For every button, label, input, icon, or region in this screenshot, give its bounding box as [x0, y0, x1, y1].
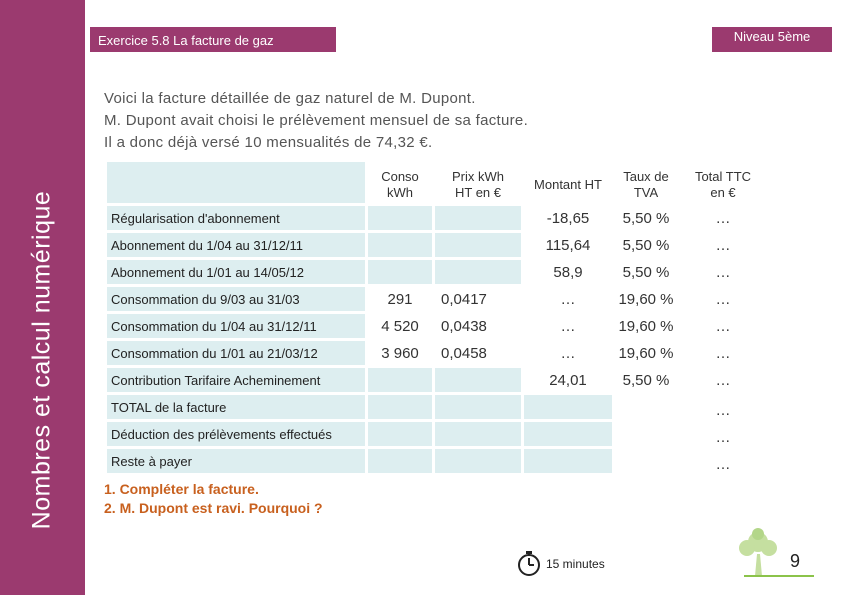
ttc-cell[interactable]: …	[715, 209, 731, 227]
timer	[516, 550, 605, 578]
taux-cell: 19,60 %	[618, 290, 674, 308]
taux-cell: 5,50 %	[622, 371, 670, 389]
total-ttc-cell[interactable]: …	[715, 402, 731, 419]
montant-cell[interactable]: …	[560, 317, 576, 335]
total-label: Déduction des prélèvements effectués	[107, 422, 365, 446]
montant-cell: 58,9	[553, 263, 583, 281]
tree-logo-icon	[733, 526, 783, 578]
total-ttc-cell[interactable]: …	[715, 456, 731, 473]
row-label: Régularisation d'abonnement	[107, 206, 365, 230]
prix-cell[interactable]	[435, 206, 521, 230]
montant-cell[interactable]: …	[560, 344, 576, 362]
total-ttc-cell[interactable]: …	[715, 429, 731, 446]
header-bar	[90, 27, 832, 52]
ttc-cell[interactable]: …	[715, 236, 731, 254]
prix-cell: 0,0417	[441, 290, 487, 308]
table-row	[107, 314, 766, 338]
sidebar-title: Nombres et calcul numérique	[27, 190, 56, 530]
total-label: TOTAL de la facture	[107, 395, 365, 419]
montant-cell: 115,64	[545, 236, 591, 254]
row-label: Abonnement du 1/04 au 31/12/11	[107, 233, 365, 257]
montant-cell: -18,65	[546, 209, 590, 227]
intro-line: Il a donc déjà versé 10 mensualités de 74,32 €.	[104, 134, 433, 151]
ttc-cell[interactable]: …	[715, 290, 731, 308]
total-fill-cell	[435, 395, 521, 419]
header-label-cell	[107, 162, 365, 203]
header-montant: Montant HT	[524, 162, 612, 203]
total-empty-cell	[615, 422, 677, 446]
table-row	[107, 287, 766, 311]
taux-cell: 5,50 %	[622, 263, 670, 281]
total-fill-cell	[368, 395, 432, 419]
montant-cell: 24,01	[549, 371, 587, 389]
taux-cell: 5,50 %	[622, 209, 670, 227]
intro-line: M. Dupont avait choisi le prélèvement mensuel de sa facture.	[104, 112, 529, 129]
question-item: 2. M. Dupont est ravi. Pourquoi ?	[104, 500, 323, 516]
ttc-cell[interactable]: …	[715, 344, 731, 362]
stopwatch-icon	[516, 550, 542, 578]
total-row	[107, 395, 766, 419]
total-fill-cell	[524, 395, 612, 419]
conso-cell: 3 960	[381, 344, 419, 362]
total-row	[107, 422, 766, 446]
table-row	[107, 341, 766, 365]
exercise-title: Exercice 5.8 La facture de gaz	[90, 27, 336, 52]
table-row	[107, 233, 766, 257]
ttc-cell[interactable]: …	[715, 317, 731, 335]
taux-cell: 19,60 %	[618, 317, 674, 335]
page-number: 9	[790, 551, 801, 571]
taux-cell: 5,50 %	[622, 236, 670, 254]
conso-cell[interactable]	[368, 260, 432, 284]
row-label: Contribution Tarifaire Acheminement	[107, 368, 365, 392]
timer-label: 15 minutes	[546, 557, 605, 571]
total-fill-cell	[368, 449, 432, 473]
header-ttc: Total TTC en €	[680, 162, 766, 203]
table-row	[107, 206, 766, 230]
table-row	[107, 260, 766, 284]
page-divider	[744, 575, 814, 577]
row-label: Consommation du 1/04 au 31/12/11	[107, 314, 365, 338]
prix-cell: 0,0458	[441, 344, 487, 362]
total-fill-cell	[524, 422, 612, 446]
ttc-cell[interactable]: …	[715, 371, 731, 389]
row-label: Consommation du 1/01 au 21/03/12	[107, 341, 365, 365]
questions	[104, 480, 323, 518]
level-badge: Niveau 5ème	[712, 27, 832, 52]
sidebar	[0, 0, 85, 595]
conso-cell: 291	[387, 290, 413, 308]
ttc-cell[interactable]: …	[715, 263, 731, 281]
total-row	[107, 449, 766, 473]
intro-line: Voici la facture détaillée de gaz naturel de M. Dupont.	[104, 90, 476, 107]
total-empty-cell	[615, 395, 677, 419]
header-prix: Prix kWh HT en €	[435, 162, 521, 203]
total-fill-cell	[524, 449, 612, 473]
row-label: Consommation du 9/03 au 31/03	[107, 287, 365, 311]
total-fill-cell	[435, 449, 521, 473]
total-fill-cell	[435, 422, 521, 446]
conso-cell: 4 520	[381, 317, 419, 335]
prix-cell[interactable]	[435, 368, 521, 392]
prix-cell: 0,0438	[441, 317, 487, 335]
prix-cell[interactable]	[435, 233, 521, 257]
invoice-table	[104, 159, 769, 476]
table-row	[107, 368, 766, 392]
intro-text	[104, 88, 528, 154]
question-item: 1. Compléter la facture.	[104, 481, 259, 497]
conso-cell[interactable]	[368, 368, 432, 392]
total-label: Reste à payer	[107, 449, 365, 473]
conso-cell[interactable]	[368, 233, 432, 257]
conso-cell[interactable]	[368, 206, 432, 230]
header-conso: Conso kWh	[368, 162, 432, 203]
total-fill-cell	[368, 422, 432, 446]
table-header-row	[107, 162, 766, 203]
row-label: Abonnement du 1/01 au 14/05/12	[107, 260, 365, 284]
montant-cell[interactable]: …	[560, 290, 576, 308]
header-taux: Taux de TVA	[615, 162, 677, 203]
total-empty-cell	[615, 449, 677, 473]
taux-cell: 19,60 %	[618, 344, 674, 362]
prix-cell[interactable]	[435, 260, 521, 284]
